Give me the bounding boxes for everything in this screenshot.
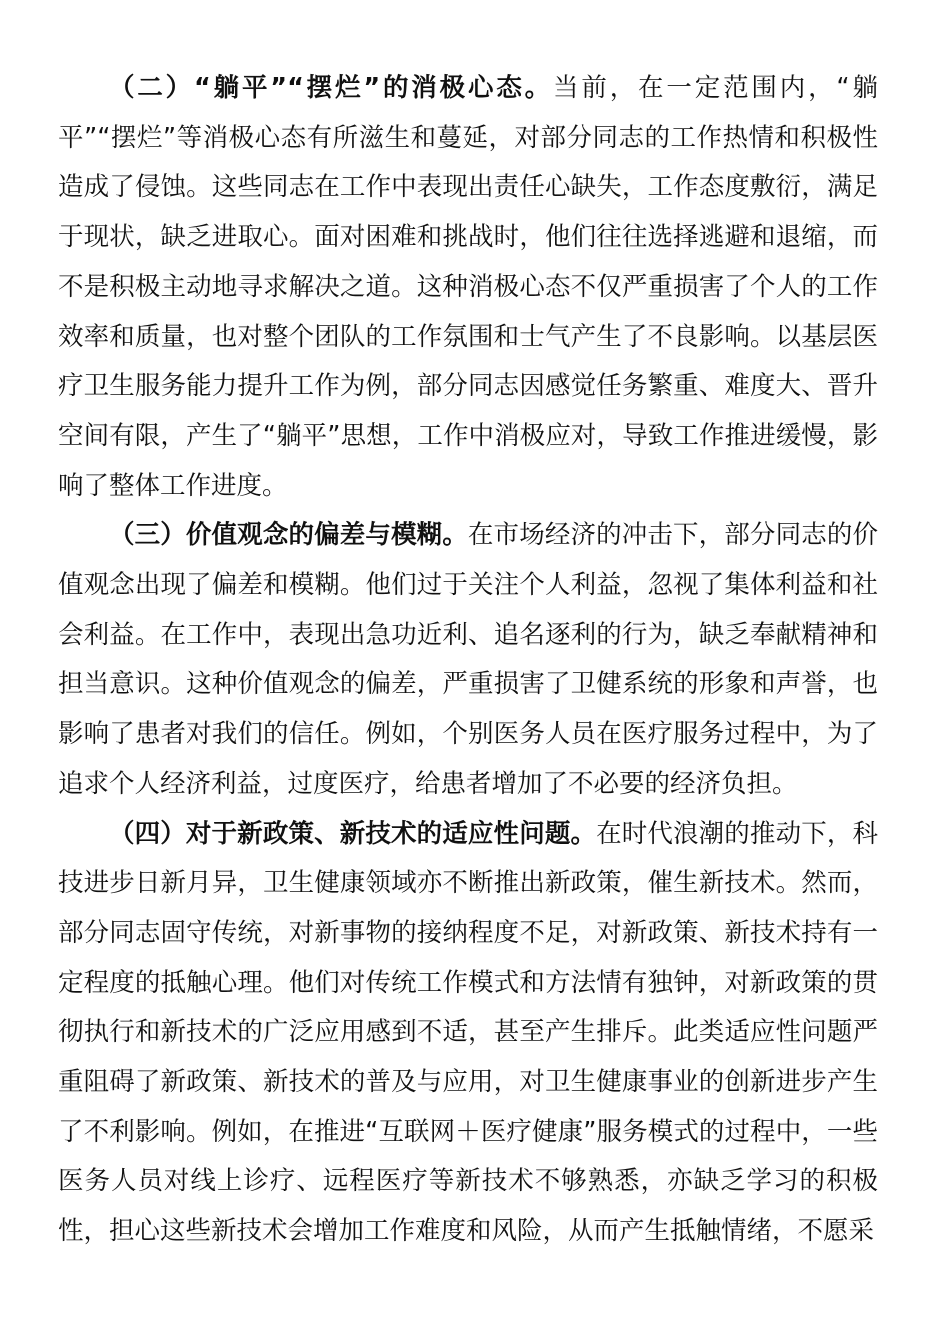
paragraph-body: 在市场经济的冲击下，部分同志的价值观念出现了偏差和模糊。他们过于关注个人利益，忽视了集体利益和社会利益。在工作中，表现出急功近利、追名逐利的行为，缺乏奉献精神和担当意识。这种价值观念的偏差，严重损害了卫健系统的形象和声誉，也影响了患者对我们的信任。例如，个别医务人员在医疗服务过程中，为了追求个人经济利益，过度医疗，给患者增加了不必要的经济负担。 <box>58 520 878 799</box>
paragraph-body: 当前，在一定范围内，“躺平”“摆烂”等消极心态有所滋生和蔓延，对部分同志的工作热情和积极性造成了侵蚀。这些同志在工作中表现出责任心缺失，工作态度敷衍，满足于现状，缺乏进取心。面对困难和挑战时，他们往往选择逃避和退缩，而不是积极主动地寻求解决之道。这种消极心态不仅严重损害了个人的工作效率和质量，也对整个团队的工作氛围和士气产生了不良影响。以基层医疗卫生服务能力提升工作为例，部分同志因感觉任务繁重、难度大、晋升空间有限，产生了“躺平”思想，工作中消极应对，导致工作推进缓慢，影响了整体工作进度。 <box>58 73 878 501</box>
paragraph-body: 在时代浪潮的推动下，科技进步日新月异，卫生健康领域亦不断推出新政策，催生新技术。然而，部分同志固守传统，对新事物的接纳程度不足，对新政策、新技术持有一定程度的抵触心理。他们对传统工作模式和方法情有独钟，对新政策的贯彻执行和新技术的广泛应用感到不适，甚至产生排斥。此类适应性问题严重阻碍了新政策、新技术的普及与应用，对卫生健康事业的创新进步产生了不利影响。例如，在推进“互联网＋医疗健康”服务模式的过程中，一些医务人员对线上诊疗、远程医疗等新技术不够熟悉，亦缺乏学习的积极性，担心这些新技术会增加工作难度和风险，从而产生抵触情绪，不愿采 <box>58 818 878 1247</box>
section-heading: （四）对于新政策、新技术的适应性问题。 <box>109 818 597 849</box>
section-heading: （三）价值观念的偏差与模糊。 <box>109 520 468 551</box>
document-page <box>58 64 878 1257</box>
paragraph-adaptability <box>58 810 878 1257</box>
paragraph-attitude <box>58 64 878 511</box>
section-heading: （二）“躺平”“摆烂”的消极心态。 <box>109 73 554 103</box>
paragraph-values <box>58 511 878 809</box>
